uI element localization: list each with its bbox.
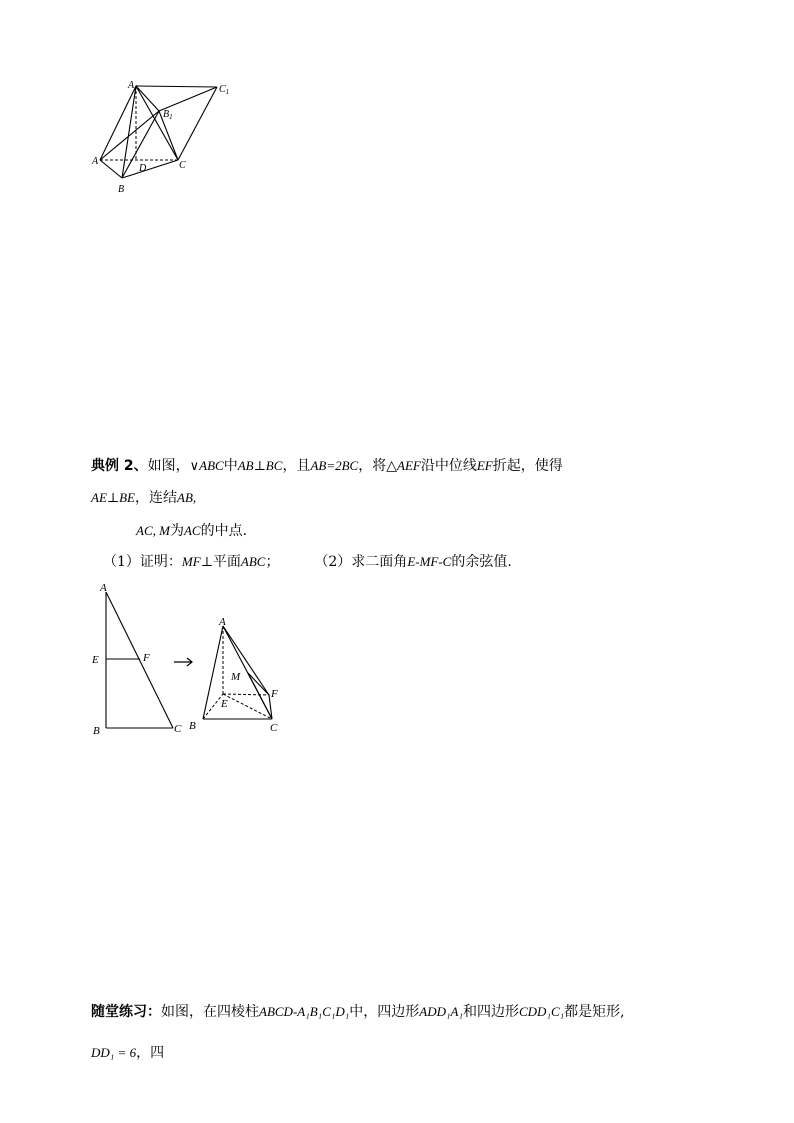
example2-title: 典例 2、 — [91, 458, 148, 474]
arrow-right-icon — [174, 658, 192, 666]
question-1: （1）证明：MF⊥平面ABC； — [103, 554, 280, 570]
example2-line2: AE⊥BE，连结AB, — [91, 490, 197, 506]
example2-questions — [103, 553, 512, 571]
svg-text:C: C — [270, 722, 278, 734]
svg-text:M: M — [231, 671, 241, 683]
svg-text:B1: $B_1$ — [163, 109, 173, 121]
svg-text:B: B — [118, 184, 125, 195]
svg-text:D: D — [139, 163, 147, 174]
svg-text:A1: $A_1$ — [128, 80, 138, 92]
prism-figure — [86, 78, 246, 198]
svg-text:C: C — [174, 723, 182, 735]
question-2: （2）求二面角E-MF-C的余弦值. — [314, 554, 512, 570]
svg-text:E: E — [92, 654, 99, 666]
svg-text:C1: $C_1$ — [219, 84, 230, 96]
example2-line3: AC, M为AC的中点. — [136, 523, 248, 539]
example2-line1: 典例 2、如图，∨ABC中AB⊥BC，且AB=2BC，将△AEF沿中位线EF折起，使得 — [91, 458, 563, 474]
fold-figure — [86, 578, 296, 740]
svg-text:A: A — [100, 582, 107, 594]
svg-text:F: F — [143, 652, 150, 664]
svg-text:A: A — [92, 156, 99, 167]
practice-line1: 随堂练习：如图，在四棱柱ABCD-A₁B₁C₁D₁中，四边形ADD₁A₁和四边形CDD₁C₁都是矩形, — [91, 1004, 625, 1020]
svg-text:B: B — [189, 720, 196, 732]
practice-title: 随堂练习： — [91, 1004, 161, 1020]
practice-line2: DD₁ = 6，四 — [91, 1045, 165, 1061]
svg-text:C: C — [179, 160, 186, 171]
svg-text:B: B — [93, 725, 100, 737]
svg-text:E: E — [221, 698, 228, 710]
svg-text:F: F — [271, 688, 278, 700]
svg-text:A: A — [219, 616, 226, 628]
